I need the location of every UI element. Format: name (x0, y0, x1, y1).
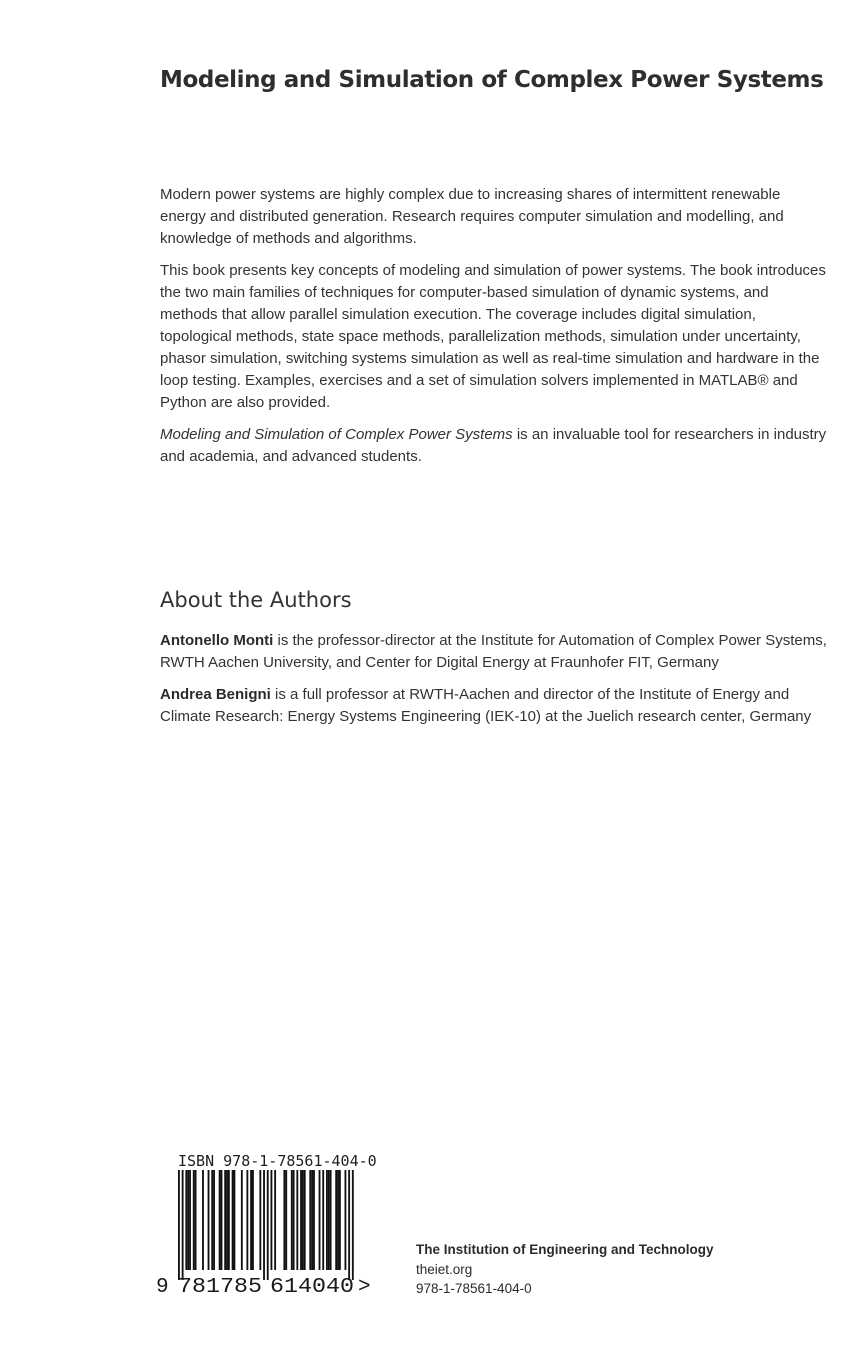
barcode-left-digits: 781785 (178, 1276, 262, 1298)
isbn-label: ISBN 978-1-78561-404-0 (178, 1152, 377, 1170)
barcode-bar (322, 1170, 324, 1270)
barcode-bar (352, 1170, 354, 1280)
barcode-bar (211, 1170, 213, 1270)
barcode-bar (193, 1170, 195, 1270)
book-title: Modeling and Simulation of Complex Power Systems (160, 67, 824, 93)
barcode-bar (267, 1170, 269, 1280)
author-bio-2 (160, 684, 830, 728)
barcode-bar (224, 1170, 226, 1270)
isbn-barcode (156, 1170, 376, 1298)
description-paragraph-2: This book presents key concepts of modeling and simulation of power systems. The book introduces the two main families of techniques for computer-based simulation of dynamic systems, and methods that allow parallel simulation execution. The coverage includes digital simulation, topological methods, state space methods, parallelization methods, simulation under uncertainty, phasor simulation, switching systems simulation as well as real-time simulation and hardware in the loop testing. Examples, exercises and a set of simulation solvers implemented in MATLAB® and Python are also provided. (160, 262, 826, 411)
barcode-bar (185, 1170, 187, 1270)
barcode-bar (319, 1170, 321, 1270)
book-description (160, 184, 830, 478)
barcode-bar (232, 1170, 234, 1270)
barcode-bar (345, 1170, 347, 1270)
barcode-bar (182, 1170, 184, 1280)
barcode-bar (271, 1170, 273, 1270)
barcode-bar (309, 1170, 311, 1270)
barcode-bar (348, 1170, 350, 1280)
barcode-bar (302, 1170, 304, 1270)
barcode-right-digits: 614040 (270, 1276, 354, 1298)
barcode-bar (219, 1170, 221, 1270)
barcode-bar (250, 1170, 252, 1270)
barcode-bar (228, 1170, 230, 1270)
description-paragraph-3 (160, 424, 830, 468)
barcode-bar (313, 1170, 315, 1270)
about-authors-heading: About the Authors (160, 588, 352, 612)
barcode-bar (311, 1170, 313, 1270)
barcode-bar (202, 1170, 204, 1270)
author-bio-1 (160, 630, 830, 674)
barcode-bar (241, 1170, 243, 1270)
description-book-title: Modeling and Simulation of Complex Power Systems (160, 426, 513, 443)
author-bio-text-2: is a full professor at RWTH-Aachen and director of the Institute of Energy and Climate Research: Energy Systems Engineering (IEK-10) at the Juelich research center, Germany (160, 686, 812, 725)
barcode-bar (330, 1170, 332, 1270)
barcode-bar (246, 1170, 248, 1270)
barcode-bar (213, 1170, 215, 1270)
barcode-bars (178, 1170, 354, 1280)
publisher-isbn: 978-1-78561-404-0 (416, 1281, 532, 1296)
author-name-2: Andrea Benigni (160, 686, 271, 703)
barcode-bar (337, 1170, 339, 1270)
barcode-bar (300, 1170, 302, 1270)
barcode-bar (189, 1170, 191, 1270)
barcode-bar (234, 1170, 236, 1270)
barcode-bar (259, 1170, 261, 1270)
barcode-bar (195, 1170, 197, 1270)
publisher-website[interactable]: theiet.org (416, 1261, 473, 1277)
author-name-1: Antonello Monti (160, 632, 274, 649)
publisher-info (416, 1240, 714, 1299)
barcode-bar (291, 1170, 293, 1270)
barcode-bar (328, 1170, 330, 1270)
barcode-bar (326, 1170, 328, 1270)
barcode-bar (339, 1170, 341, 1270)
barcode-bar (285, 1170, 287, 1270)
barcode-bar (304, 1170, 306, 1270)
barcode-bar (178, 1170, 180, 1280)
barcode-bar (296, 1170, 298, 1270)
author-bios (160, 630, 830, 738)
publisher-name: The Institution of Engineering and Technology (416, 1242, 714, 1257)
barcode-bar (335, 1170, 337, 1270)
barcode-bar (293, 1170, 295, 1270)
barcode-bar (263, 1170, 265, 1280)
description-paragraph-1: Modern power systems are highly complex due to increasing shares of intermittent renewable energy and distributed generation. Research requires computer simulation and modelling, and knowledge of methods and algorithms. (160, 186, 784, 247)
barcode-bar (283, 1170, 285, 1270)
barcode-bar (208, 1170, 210, 1270)
description-paragraph-3-text: is an invaluable tool for researchers in industry and academia, and advanced students. (160, 426, 827, 465)
barcode-quiet-zone-mark: > (358, 1276, 371, 1298)
barcode-bar (274, 1170, 276, 1270)
barcode-bar (252, 1170, 254, 1270)
barcode-bar (226, 1170, 228, 1270)
author-bio-text-1: is the professor-director at the Institute for Automation of Complex Power Systems, RWTH Aachen University, and Center for Digital Energy at Fraunhofer FIT, Germany (160, 632, 827, 671)
barcode-bar (187, 1170, 189, 1270)
barcode-bar (221, 1170, 223, 1270)
barcode-first-digit: 9 (156, 1276, 169, 1298)
